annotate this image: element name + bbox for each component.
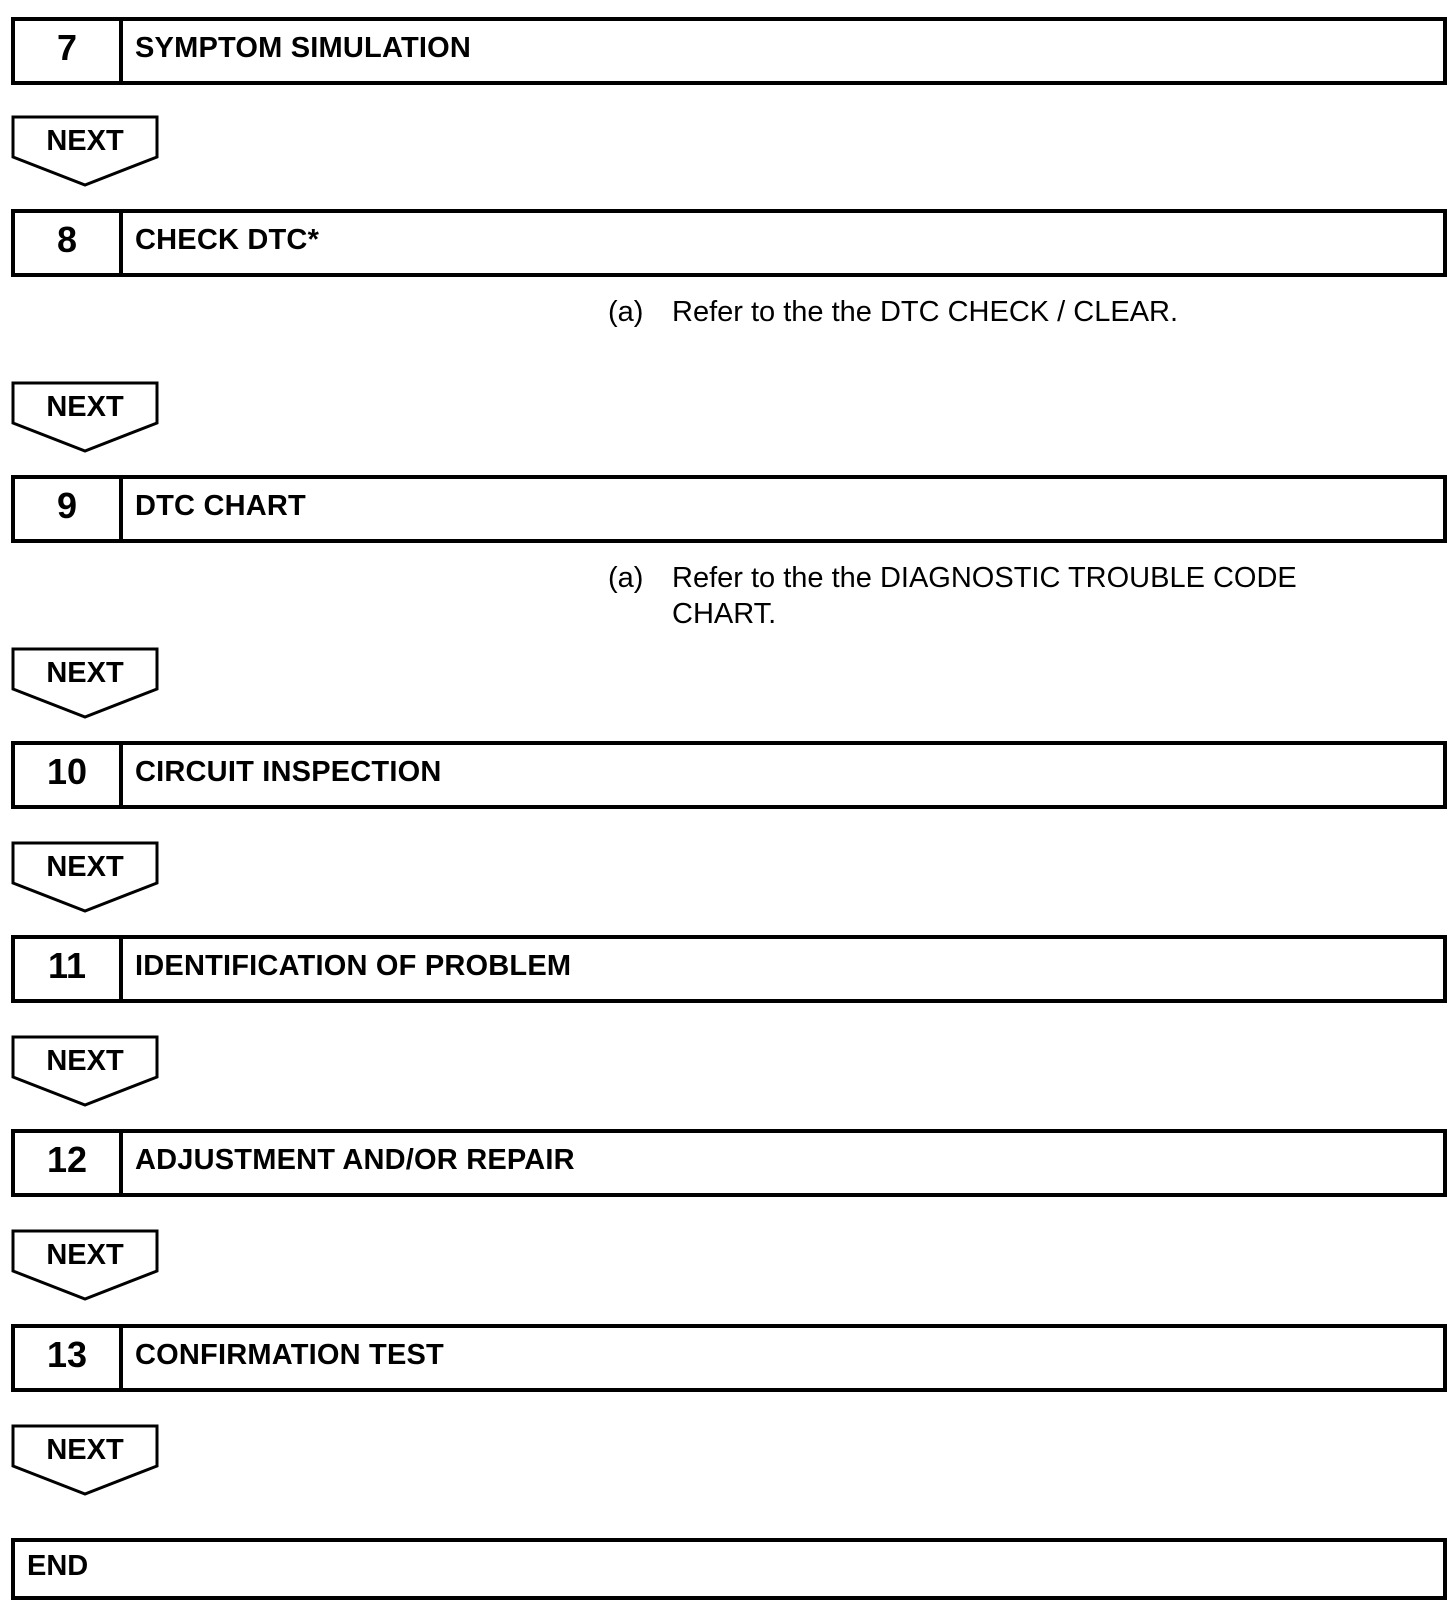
next-arrow-5 xyxy=(11,1035,159,1109)
step-title: CIRCUIT INSPECTION xyxy=(135,755,442,788)
step-number: 11 xyxy=(15,939,123,999)
next-arrow-2 xyxy=(11,381,159,455)
next-label: NEXT xyxy=(46,1434,124,1466)
step-title: CHECK DTC* xyxy=(135,223,320,256)
step-13-box xyxy=(11,1324,1447,1392)
step-number: 12 xyxy=(15,1133,123,1193)
next-label: NEXT xyxy=(46,1045,124,1077)
end-label: END xyxy=(27,1549,89,1582)
next-label: NEXT xyxy=(46,657,124,689)
step-title: SYMPTOM SIMULATION xyxy=(135,31,472,64)
next-arrow-1 xyxy=(11,115,159,189)
step-9-note xyxy=(608,560,1348,632)
next-label: NEXT xyxy=(46,391,124,423)
step-7-box xyxy=(11,17,1447,85)
note-text: Refer to the the DTC CHECK / CLEAR. xyxy=(672,296,1179,328)
step-9-box xyxy=(11,475,1447,543)
step-number: 9 xyxy=(15,479,123,539)
next-label: NEXT xyxy=(46,1239,124,1271)
note-marker: (a) xyxy=(608,296,644,328)
step-8-note xyxy=(608,294,1388,330)
next-label: NEXT xyxy=(46,851,124,883)
note-text: Refer to the the DIAGNOSTIC TROUBLE CODE CHART. xyxy=(672,562,1297,630)
step-title: IDENTIFICATION OF PROBLEM xyxy=(135,949,572,982)
step-number: 10 xyxy=(15,745,123,805)
note-marker: (a) xyxy=(608,562,644,594)
step-title: CONFIRMATION TEST xyxy=(135,1338,444,1371)
step-10-box xyxy=(11,741,1447,809)
next-arrow-4 xyxy=(11,841,159,915)
step-8-box xyxy=(11,209,1447,277)
step-number: 7 xyxy=(15,21,123,81)
step-11-box xyxy=(11,935,1447,1003)
next-arrow-3 xyxy=(11,647,159,721)
end-box xyxy=(11,1538,1447,1600)
step-number: 13 xyxy=(15,1328,123,1388)
next-arrow-6 xyxy=(11,1229,159,1303)
next-arrow-7 xyxy=(11,1424,159,1498)
step-title: ADJUSTMENT AND/OR REPAIR xyxy=(135,1143,575,1176)
next-label: NEXT xyxy=(46,125,124,157)
step-12-box xyxy=(11,1129,1447,1197)
step-title: DTC CHART xyxy=(135,489,306,522)
step-number: 8 xyxy=(15,213,123,273)
